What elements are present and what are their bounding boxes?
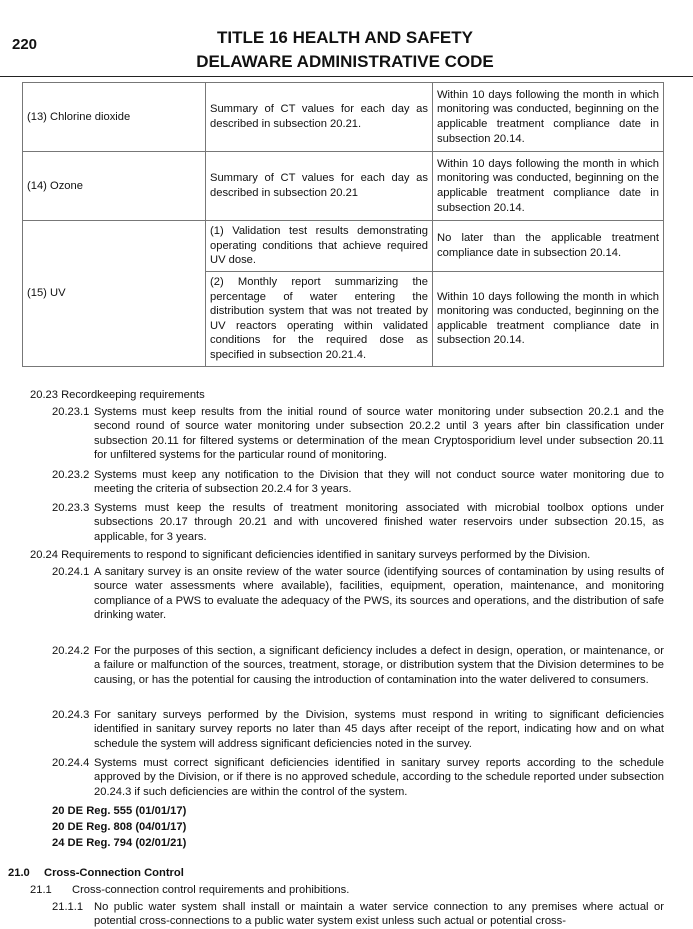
section-title: Cross-Connection Control <box>44 867 184 879</box>
section-heading-20-23: 20.23 Recordkeeping requirements <box>30 389 205 401</box>
regulation-citation: 24 DE Reg. 794 (02/01/21) <box>52 837 187 849</box>
subsection-text: For sanitary surveys performed by the Division, systems must respond in writing to significant deficiencies identified in sanitary survey reports no later than 45 days after receipt of the report, indicating how and on what schedule the system will address significant deficiencies noted in the survey. <box>94 709 664 750</box>
table-cell: (2) Monthly report summarizing the percentage of water entering the distribution system that was not treated by UV reactors operating within validated conditions for the required dose as specified in subsection 20.21.4. <box>206 272 433 367</box>
table-row <box>23 83 664 152</box>
reporting-requirements-table <box>22 82 664 367</box>
table-cell: Summary of CT values for each day as described in subsection 20.21 <box>206 152 433 221</box>
table-cell: Within 10 days following the month in which monitoring was conducted, beginning on the applicable treatment compliance date in subsection 20.14. <box>433 83 664 152</box>
subsection-21-1 <box>30 883 350 897</box>
header-divider <box>0 76 693 77</box>
subsection-number: 20.23.1 <box>52 406 90 418</box>
title-line-2: DELAWARE ADMINISTRATIVE CODE <box>196 52 494 71</box>
table-cell: Summary of CT values for each day as described in subsection 20.21. <box>206 83 433 152</box>
subsection-text: Systems must keep results from the initial round of source water monitoring under subsection 20.2.1 and the second round of source water monitoring under subsection 20.2.2 until 3 years after bin classification under subsection 20.11 for filtered systems or determination of the mean Cryptosporidium level under subsection 20.11 for unfiltered systems for the particular round of monitoring. <box>94 406 664 462</box>
subsection-number: 20.24.4 <box>52 757 90 769</box>
subsection-title: Cross-connection control requirements and prohibitions. <box>72 884 350 896</box>
subsection-text: A sanitary survey is an onsite review of the water source (identifying sources of contamination by using results of source water assessments where available), facilities, equipment, operation, maintenance, and monitoring compliance of a PWS to evaluate the adequacy of the PWS, its sources and operations, and the distribution of safe drinking water. <box>94 566 664 622</box>
subsection-20-24-1 <box>52 565 664 623</box>
subsection-number: 20.24.2 <box>52 645 90 657</box>
subsection-20-24-2 <box>52 644 664 687</box>
subsection-20-23-1 <box>52 405 664 463</box>
section-heading-21 <box>8 866 184 880</box>
subsection-20-23-3 <box>52 501 664 544</box>
table-cell: Within 10 days following the month in which monitoring was conducted, beginning on the applicable treatment compliance date in subsection 20.14. <box>433 272 664 367</box>
subsection-text: Systems must keep any notification to the Division that they will not conduct source water monitoring due to meeting the criteria of subsection 20.2.4 for 3 years. <box>94 469 664 496</box>
subsection-number: 20.24.3 <box>52 709 90 721</box>
subsection-text: Systems must keep the results of treatment monitoring associated with microbial toolbox options under subsections 20.17 through 20.21 and with uncovered finished water reservoirs under subsection 20.15, as applicable, for 3 years. <box>94 502 664 543</box>
table-cell: (13) Chlorine dioxide <box>23 83 206 152</box>
table-row <box>23 152 664 221</box>
regulation-citation: 20 DE Reg. 555 (01/01/17) <box>52 805 187 817</box>
regulation-citation: 20 DE Reg. 808 (04/01/17) <box>52 821 187 833</box>
subsection-number: 20.23.3 <box>52 502 90 514</box>
title-line-1: TITLE 16 HEALTH AND SAFETY <box>217 28 473 47</box>
table-row <box>23 221 664 272</box>
table-cell: (15) UV <box>23 221 206 367</box>
subsection-number: 21.1 <box>30 884 52 896</box>
subsection-20-24-4 <box>52 756 664 799</box>
subsection-number: 21.1.1 <box>52 901 84 913</box>
subsection-21-1-1 <box>52 900 664 929</box>
subsection-20-23-2 <box>52 468 664 497</box>
subsection-number: 20.23.2 <box>52 469 90 481</box>
subsection-20-24-3 <box>52 708 664 751</box>
subsection-text: Systems must correct significant deficiencies identified in sanitary survey reports according to the schedule approved by the Division, or if there is no approved schedule, according to the schedule reported under subsection 20.24.3 if such deficiencies are within the control of the system. <box>94 757 664 798</box>
section-heading-20-24: 20.24 Requirements to respond to significant deficiencies identified in sanitary surveys performed by the Division. <box>30 549 591 561</box>
table-cell: No later than the applicable treatment compliance date in subsection 20.14. <box>433 221 664 272</box>
table-cell: Within 10 days following the month in which monitoring was conducted, beginning on the applicable treatment compliance date in subsection 20.14. <box>433 152 664 221</box>
subsection-number: 20.24.1 <box>52 566 90 578</box>
page-title <box>120 26 570 74</box>
section-number: 21.0 <box>8 867 30 879</box>
table-cell: (1) Validation test results demonstrating operating conditions that achieve required UV dose. <box>206 221 433 272</box>
page-number: 220 <box>12 36 38 53</box>
table-cell: (14) Ozone <box>23 152 206 221</box>
page-header <box>0 26 693 76</box>
subsection-text: No public water system shall install or maintain a water service connection to any premises where actual or potential cross-connections to a public water system exist unless such actual or potential cross- <box>94 901 664 928</box>
subsection-text: For the purposes of this section, a significant deficiency includes a defect in design, operation, or maintenance, or a failure or malfunction of the sources, treatment, storage, or distribution system that the Division determines to be causing, or has the potential for causing the introduction of contamination into the water delivered to consumers. <box>94 645 664 686</box>
